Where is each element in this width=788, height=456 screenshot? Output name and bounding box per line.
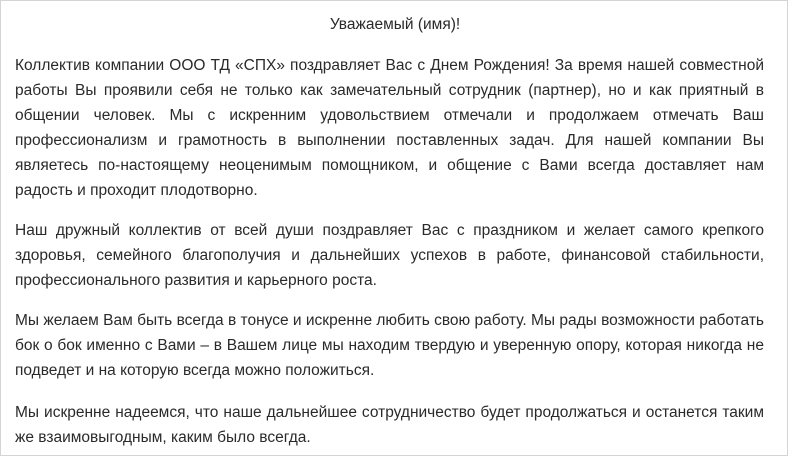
letter-paragraph-4: Мы искренне надеемся, что наше дальнейшее сотрудничество будет продолжаться и останется таким же взаимовыгодным, каким было всегда. [15,404,764,446]
letter-paragraph-3: Мы желаем Вам быть всегда в тонусе и искренне любить свою работу. Мы рады возможности работать бок о бок именно с Вами – в Вашем лице мы находим твердую и уверенную опору, которая никогда не подведет и на которую всегда можно положиться. [15,312,764,379]
letter-paragraph-2: Наш дружный коллектив от всей души поздравляет Вас с праздником и желает самого крепкого здоровья, семейного благополучия и дальнейших успехов в работе, финансовой стабильности, профессионального развития и карьерного роста. [15,222,764,289]
letter-greeting: Уважаемый (имя)! [329,16,461,33]
letter-paragraph-1: Коллектив компании ООО ТД «СПХ» поздравляет Вас с Днем Рождения! За время нашей совместной работы Вы проявили себя не только как замечательный сотрудник (партнер), но и как приятный в общении человек. Мы с искренним удовольствием отмечали и продолжаем отмечать Ваш профессионализм и грамотность в выполнении поставленных задач. Для нашей компании Вы являетесь по-настоящему неоценимым помощником, и общение с Вами всегда доставляет нам радость и проходит плодотворно. [15,57,764,199]
